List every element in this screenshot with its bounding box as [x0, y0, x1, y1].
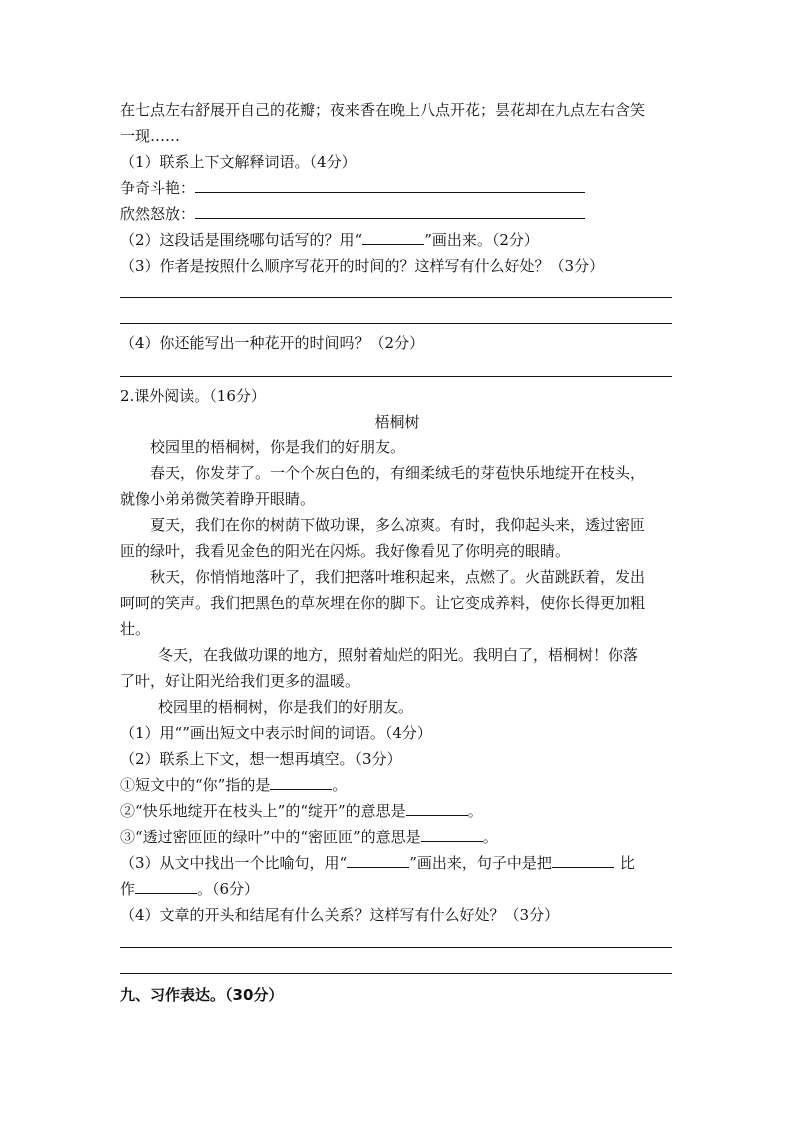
fill-item-1 [120, 775, 347, 795]
story-line: 匝的绿叶，我看见金色的阳光在闪烁。我好像看见了你明亮的眼睛。 [120, 542, 571, 560]
story-line: 校园里的梧桐树，你是我们的好朋友。 [150, 438, 406, 456]
reading-question-4: （4）文章的开头和结尾有什么关系？这样写有什么好处？（3分） [120, 906, 560, 924]
story-line: 冬天，在我做功课的地方，照射着灿烂的阳光。我明白了，梧桐树！你落 [158, 646, 639, 664]
answer-blank[interactable] [270, 775, 332, 790]
question-text: 。 [467, 802, 483, 820]
question-text: 作 [120, 880, 136, 898]
question-text: （3）从文中找出一个比喻句，用“ [120, 854, 348, 872]
fill-item-3 [120, 827, 498, 847]
section-heading: 2.课外阅读。（16分） [120, 387, 266, 405]
question-text: 比 [619, 854, 635, 872]
story-line: 校园里的梧桐树，你是我们的好朋友。 [158, 698, 414, 716]
question-2 [120, 230, 539, 250]
question-text: ”画出来，句子中是把 [409, 854, 552, 872]
question-text: （2）这段话是围绕哪句话写的？用“ [120, 231, 363, 249]
underline-mark [347, 853, 409, 868]
reading-question-3-cont [120, 879, 259, 899]
story-line: 春天，你发芽了。一个个灰白色的，有细柔绒毛的芽苞快乐地绽开在枝头， [150, 464, 646, 482]
answer-line[interactable] [120, 947, 672, 948]
story-line: 就像小弟弟微笑着睁开眼睛。 [120, 490, 316, 508]
answer-line[interactable] [195, 204, 585, 219]
story-line: 了叶，好让阳光给我们更多的温暖。 [120, 672, 361, 690]
question-text: 。 [482, 828, 498, 846]
question-text: ③“透过密匝匝的绿叶”中的“密匝匝”的意思是 [120, 828, 421, 846]
question-3: （3）作者是按照什么顺序写花开的时间的？这样写有什么好处？（3分） [120, 257, 605, 275]
answer-blank[interactable] [421, 827, 483, 842]
vocab-word: 争奇斗艳： [120, 179, 196, 197]
question-4: （4）你还能写出一种花开的时间吗？（2分） [120, 334, 425, 352]
passage-line: 在七点左右舒展开自己的花瓣；夜来香在晚上八点开花；昙花却在九点左右含笑 [120, 101, 646, 119]
answer-blank[interactable] [135, 879, 197, 894]
section-heading: 九、习作表达。（30分） [120, 986, 284, 1004]
answer-line[interactable] [120, 323, 672, 324]
reading-question-2: （2）联系上下文，想一想再填空。（3分） [120, 750, 402, 768]
passage-line: 一现…… [120, 127, 181, 145]
fill-item-2 [120, 801, 483, 821]
vocab-word: 欣然怒放： [120, 205, 196, 223]
question-text: 。（6分） [197, 880, 260, 898]
story-line: 夏天，我们在你的树荫下做功课，多么凉爽。有时，我仰起头来，透过密匝 [150, 516, 646, 534]
answer-line[interactable] [120, 376, 672, 377]
answer-blank[interactable] [406, 801, 468, 816]
vocab-item-2 [120, 204, 585, 224]
answer-line[interactable] [120, 297, 672, 298]
answer-line[interactable] [195, 178, 585, 193]
reading-question-1: （1）用“”画出短文中表示时间的词语。（4分） [120, 724, 432, 742]
answer-line[interactable] [120, 973, 672, 974]
passage-title: 梧桐树 [374, 413, 420, 431]
question-text: ”画出来。（2分） [424, 231, 539, 249]
story-line: 呵呵的笑声。我们把黑色的草灰埋在你的脚下。让它变成养料，使你长得更加粗 [120, 594, 646, 612]
story-line: 壮。 [120, 620, 151, 638]
reading-question-3 [120, 853, 672, 873]
underline-mark [362, 230, 424, 245]
question-text: ②“快乐地绽开在枝头上”的“绽开”的意思是 [120, 802, 406, 820]
question-text: ①短文中的“你”指的是 [120, 776, 271, 794]
question-text: 。 [332, 776, 348, 794]
answer-blank[interactable] [552, 853, 614, 868]
vocab-item-1 [120, 178, 585, 198]
story-line: 秋天，你悄悄地落叶了，我们把落叶堆积起来，点燃了。火苗跳跃着，发出 [150, 568, 646, 586]
question-1: （1）联系上下文解释词语。（4分） [120, 153, 357, 171]
